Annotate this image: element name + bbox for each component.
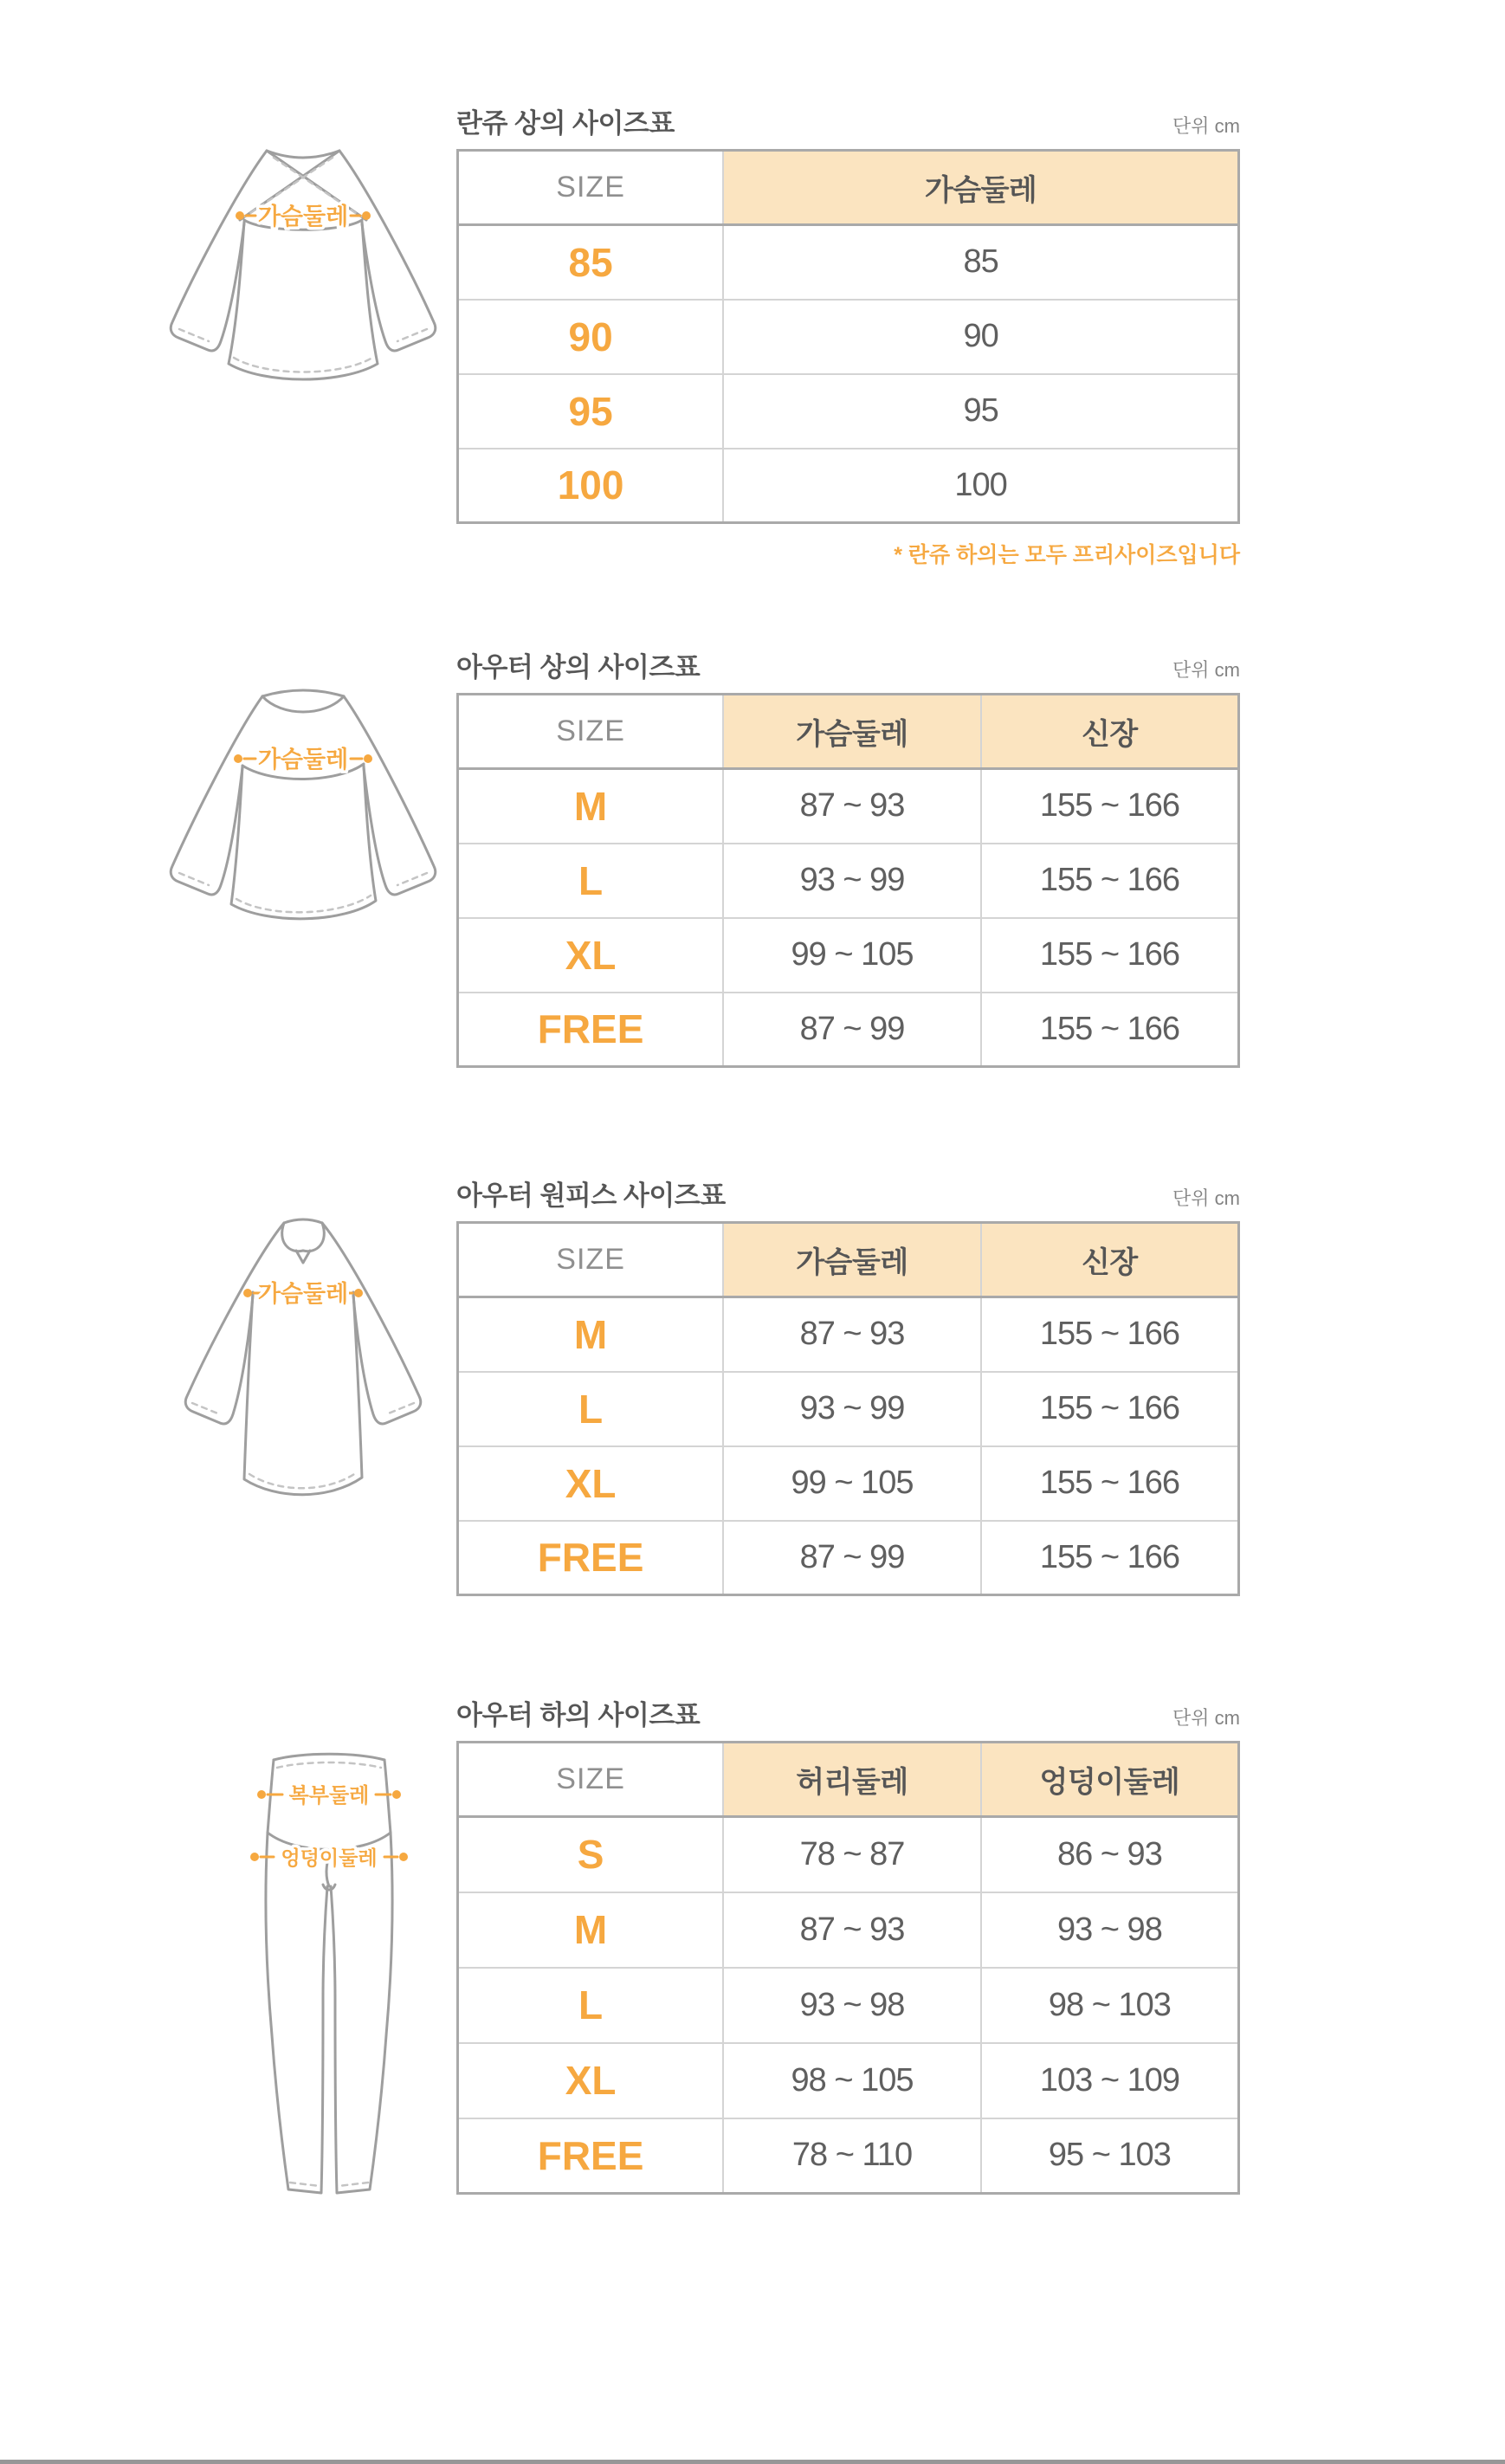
measure-value: 155 ~ 166 [981,1372,1239,1446]
size-value: M [458,1892,724,1968]
size-table [456,1741,1240,2195]
size-value: L [458,1372,724,1446]
size-row [458,2043,1239,2118]
measure-value: 155 ~ 166 [981,918,1239,993]
measure-value: 86 ~ 93 [981,1817,1239,1892]
size-value: L [458,844,724,918]
unit-label: 단위 cm [1172,115,1240,137]
size-value: FREE [458,2118,724,2194]
size-row [458,993,1239,1067]
measure-value: 93 ~ 98 [981,1892,1239,1968]
size-value: XL [458,2043,724,2118]
measure-value: 155 ~ 166 [981,993,1239,1067]
table-title: 아우터 원피스 사이즈표 [456,1180,726,1211]
measure-value: 93 ~ 99 [723,844,981,918]
chest-measure-label: 가슴둘레 [257,1281,349,1307]
measure-value: 87 ~ 93 [723,769,981,844]
header-row [458,695,1239,769]
size-column-header: SIZE [458,695,724,769]
section-lingerie-top [456,97,1240,569]
measure-value: 103 ~ 109 [981,2043,1239,2118]
chest-measure-label: 가슴둘레 [257,747,349,773]
measure-column-header: 신장 [981,695,1239,769]
size-value: 85 [568,239,613,285]
table-title: 아우터 상의 사이즈표 [456,652,701,682]
size-row [458,1521,1239,1595]
size-column-header: SIZE [458,1223,724,1297]
measure-value: 95 [723,374,1238,449]
measure-value: 98 ~ 105 [723,2043,981,2118]
belly-measure-label: 복부둘레 [288,1784,370,1808]
table-title: 아우터 하의 사이즈표 [456,1700,701,1730]
size-row [458,300,1239,374]
measure-value: 155 ~ 166 [981,844,1239,918]
size-row [458,1892,1239,1968]
dress-line-art [185,1219,421,1495]
measure-column-header: 가슴둘레 [723,695,981,769]
size-table [456,1221,1240,1596]
measure-value: 155 ~ 166 [981,1297,1239,1372]
measure-value: 155 ~ 166 [981,1521,1239,1595]
size-value: 90 [458,300,724,374]
measure-value: 87 ~ 93 [723,1297,981,1372]
section-outer-dress [456,1169,1240,1596]
size-value: XL [458,1446,724,1521]
unit-label: 단위 cm [1172,659,1240,681]
belly-measurement-line [257,1783,401,1808]
size-value: M [573,783,608,829]
measure-column-header: 엉덩이둘레 [981,1743,1239,1817]
size-row [458,1372,1239,1446]
size-row [458,1817,1239,1892]
chest-measurement-line [243,1280,363,1307]
header-row [458,1223,1239,1297]
wrap-top-line-art [171,151,436,379]
size-value: 95 [458,374,724,449]
size-row [458,2118,1239,2194]
free-size-footnote: * 란쥬 하의는 모두 프리사이즈입니다 [894,543,1240,567]
size-row [458,374,1239,449]
dress-stitch-lines [192,1403,414,1488]
round-top-line-art [171,690,436,919]
measure-value: 100 [723,449,1238,523]
measure-column-header: 가슴둘레 [723,151,1238,225]
chest-measurement-line [234,746,372,773]
header-row [458,151,1239,225]
size-column-header: SIZE [458,151,724,225]
measure-value: 95 ~ 103 [981,2118,1239,2194]
measure-column-header: 가슴둘레 [723,1223,981,1297]
bottom-divider [0,2460,1505,2464]
size-table [456,149,1240,524]
unit-label: 단위 cm [1172,1707,1240,1729]
size-value: M [573,1311,608,1357]
dress-illustration [158,1213,449,1524]
size-row [458,1968,1239,2043]
pants-stitch-lines [277,1762,381,2186]
size-value: XL [458,918,724,993]
measure-value: 87 ~ 93 [723,1892,981,1968]
size-row [458,1297,1239,1372]
size-value: S [577,1832,604,1878]
table-title: 란쥬 상의 사이즈표 [456,108,675,139]
measure-column-header: 신장 [981,1223,1239,1297]
measure-value: 93 ~ 99 [723,1372,981,1446]
measure-value: 78 ~ 110 [723,2118,981,2194]
measure-column-header: 허리둘레 [723,1743,981,1817]
size-value: FREE [458,993,724,1067]
measure-value: 155 ~ 166 [981,769,1239,844]
size-row [458,769,1239,844]
pants-line-art [266,1754,392,2193]
measure-value: 85 [723,225,1238,300]
measure-value: 78 ~ 87 [723,1817,981,1892]
round-neck-top-illustration [160,686,446,928]
size-row [458,449,1239,523]
size-row [458,225,1239,300]
measure-value: 155 ~ 166 [981,1446,1239,1521]
measure-value: 87 ~ 99 [723,993,981,1067]
pants-illustration [251,1749,407,2217]
section-outer-top [456,641,1240,1068]
section-outer-bottom [456,1689,1240,2195]
header-row [458,1743,1239,1817]
size-value: FREE [458,1521,724,1595]
size-row [458,1446,1239,1521]
size-row [458,844,1239,918]
size-value: 100 [458,449,724,523]
measure-value: 87 ~ 99 [723,1521,981,1595]
measure-value: 98 ~ 103 [981,1968,1239,2043]
wrap-top-illustration [160,144,446,386]
measure-value: 99 ~ 105 [723,1446,981,1521]
size-value: L [458,1968,724,2043]
hip-measure-label: 엉덩이둘레 [281,1846,378,1869]
measure-value: 90 [723,300,1238,374]
measure-value: 99 ~ 105 [723,918,981,993]
size-row [458,918,1239,993]
hip-measurement-line [250,1846,408,1869]
size-table [456,693,1240,1068]
measure-value: 93 ~ 98 [723,1968,981,2043]
size-column-header: SIZE [458,1743,724,1817]
unit-label: 단위 cm [1172,1187,1240,1209]
chest-measure-label: 가슴둘레 [257,204,349,230]
wrap-top-stitch-lines [179,158,427,372]
